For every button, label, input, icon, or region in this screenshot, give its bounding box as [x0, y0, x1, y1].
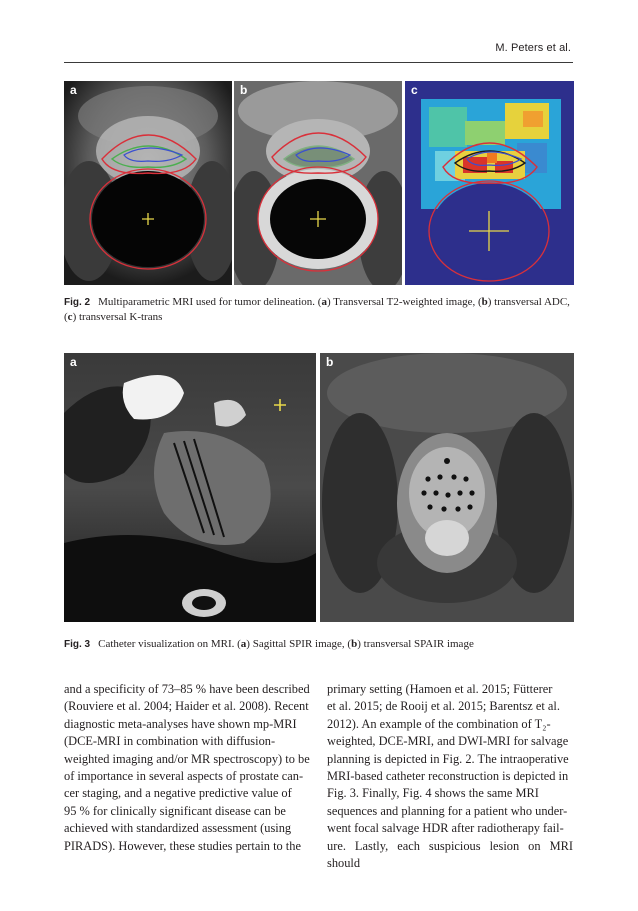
- figure3-panel-a: [64, 353, 316, 622]
- running-header: [64, 40, 573, 63]
- figure3-label-b: b: [326, 355, 334, 369]
- sagittal-spir-image: [64, 353, 316, 622]
- adc-map-image: [234, 81, 402, 285]
- text-line: ure. Lastly, each suspicious lesion on MRI should: [327, 838, 573, 871]
- k-trans-map-image: [405, 81, 574, 285]
- figure2-panel-b: [234, 81, 402, 285]
- text-line: of importance in several aspects of prostate can-: [64, 769, 304, 784]
- body-left-column: [64, 681, 310, 855]
- header-author: M. Peters et al.: [495, 42, 571, 54]
- text-line: et al. 2015; de Rooij et al. 2015; Barentsz et al.: [327, 699, 560, 714]
- text-line: (DCE-MRI in combination with diffusion-: [64, 734, 276, 749]
- text-line: diagnostic meta-analyses have shown mp-MRI: [64, 716, 297, 731]
- text-line: 95 % for clinically significant disease can be: [64, 803, 286, 818]
- text-line: (Rouviere et al. 2004; Haider et al. 2008). Recent: [64, 699, 309, 714]
- text-line: and a specificity of 73–85 % have been described: [64, 682, 310, 696]
- text-line: 2012). An example of the combination of T₂-: [327, 716, 551, 731]
- text-line: weighted imaging and/or MR spectroscopy) to be: [64, 751, 310, 766]
- text-line: MRI-based catheter reconstruction is depicted in: [327, 769, 569, 784]
- figure2-label-a: a: [70, 83, 77, 97]
- t2-weighted-mri-image: [64, 81, 232, 285]
- figure2-number: Fig. 2: [64, 297, 91, 308]
- text-line: went focal salvage HDR after radiotherapy fail-: [327, 821, 564, 836]
- figure3-panel-b: [320, 353, 574, 622]
- transversal-spair-image: [320, 353, 574, 622]
- figure3-number: Fig. 3: [64, 639, 91, 650]
- figure2-panel-c: [405, 81, 574, 285]
- text-line: achieved with standardized assessment (using: [64, 821, 292, 836]
- figure3-label-a: a: [70, 355, 77, 369]
- figure2-label-b: b: [240, 83, 248, 97]
- body-right-column: [327, 681, 573, 872]
- text-line: cer staging, and a negative predictive value of: [64, 786, 292, 801]
- figure2-panel-a: [64, 81, 232, 285]
- text-line: planning is depicted in Fig. 2. The intraoperative: [327, 751, 569, 766]
- text-line: primary setting (Hamoen et al. 2015; Fütterer: [327, 682, 553, 696]
- figure2-label-c: c: [411, 83, 418, 97]
- figure2-caption: Fig. 2 Multiparametric MRI used for tumor delineation. (a) Transversal T2-weighted image, (b) transversal ADC, (c) transversal K-trans: [64, 296, 570, 323]
- text-line: PIRADS). However, these studies pertain to the: [64, 838, 301, 853]
- text-line: weighted, DCE-MRI, and DWI-MRI for salvage: [327, 734, 569, 749]
- text-line: sequences and planning for a patient who under-: [327, 803, 568, 818]
- figure3-caption: Fig. 3 Catheter visualization on MRI. (a) Sagittal SPIR image, (b) transversal SPAIR image: [64, 638, 474, 650]
- text-line: Fig. 3. Finally, Fig. 4 shows the same MRI: [327, 786, 539, 801]
